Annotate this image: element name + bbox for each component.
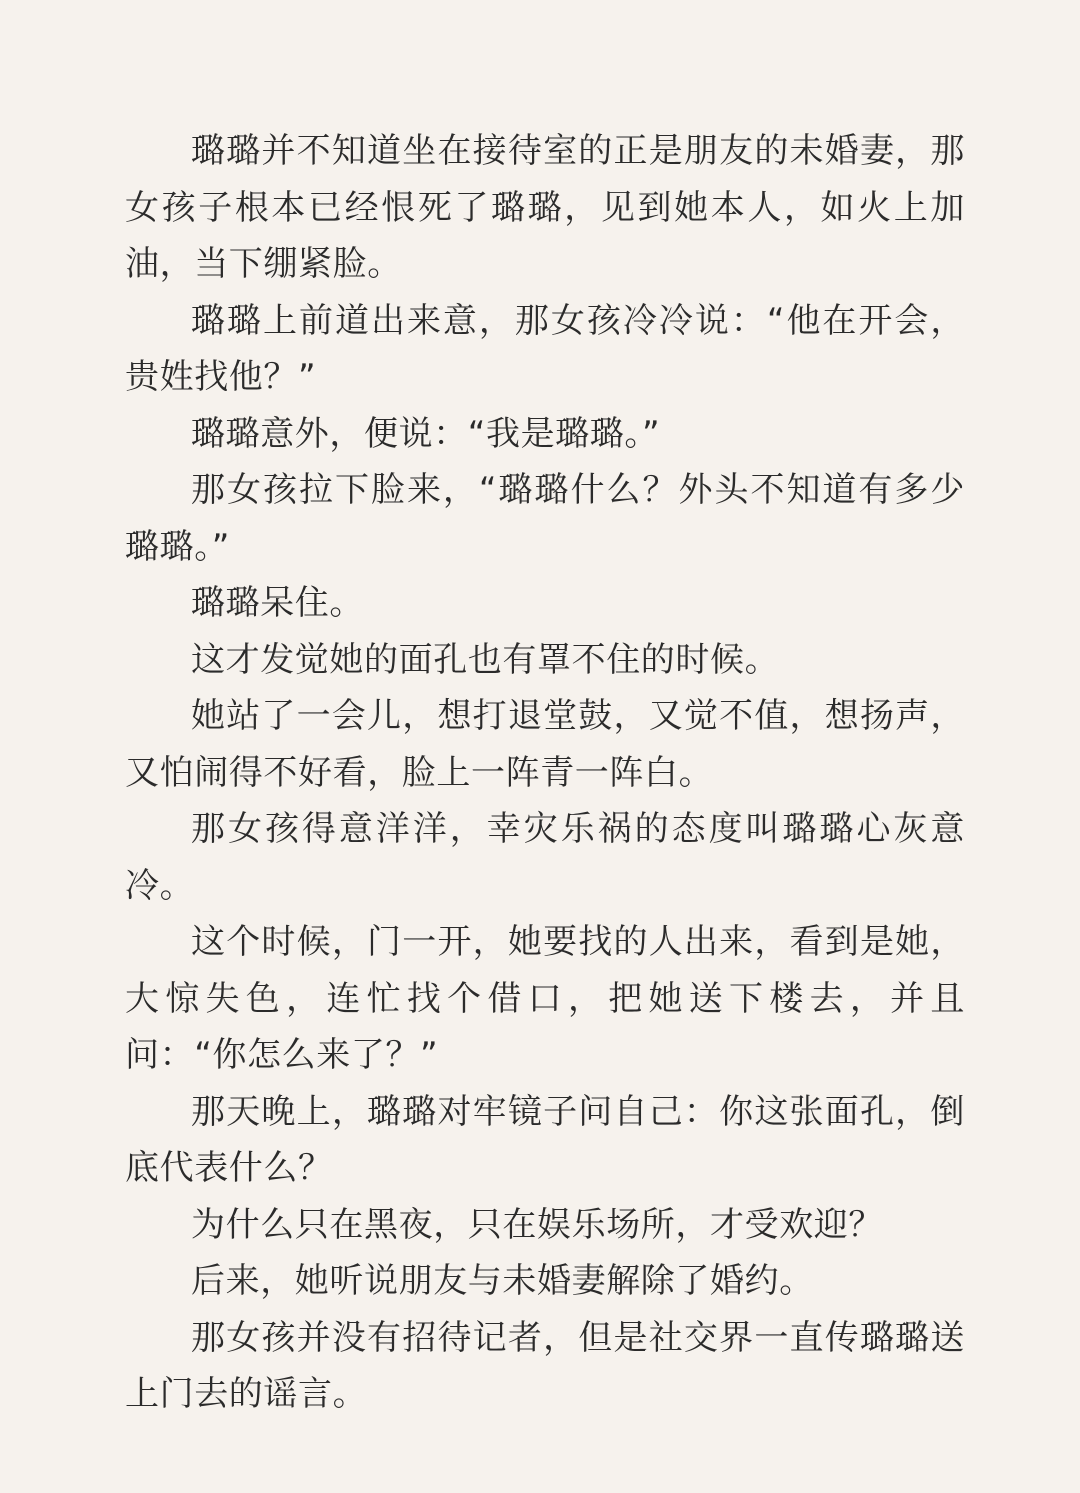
paragraph: 她站了一会儿，想打退堂鼓，又觉不值，想扬声，又怕闹得不好看，脸上一阵青一阵白。 xyxy=(125,696,965,793)
paragraph: 后来，她听说朋友与未婚妻解除了婚约。 xyxy=(191,1261,814,1301)
paragraph: 那天晚上，璐璐对牢镜子问自己：你这张面孔，倒底代表什么？ xyxy=(125,1091,965,1188)
paragraph: 璐璐意外，便说：“我是璐璐。” xyxy=(191,413,661,454)
paragraph: 璐璐并不知道坐在接待室的正是朋友的未婚妻，那女孩子根本已经恨死了璐璐，见到她本人，如火上加油，当下绷紧脸。 xyxy=(125,131,965,284)
paragraph: 为什么只在黑夜，只在娱乐场所，才受欢迎？ xyxy=(191,1204,883,1245)
paragraph: 那女孩拉下脸来，“璐璐什么？外头不知道有多少璐璐。” xyxy=(125,470,965,567)
article-body xyxy=(125,123,965,1423)
paragraph: 璐璐呆住。 xyxy=(191,583,364,623)
paragraph: 那女孩得意洋洋，幸灾乐祸的态度叫璐璐心灰意冷。 xyxy=(125,809,965,906)
paragraph: 璐璐上前道出来意，那女孩冷冷说：“他在开会，贵姓找他？” xyxy=(125,300,965,397)
paragraph: 这才发觉她的面孔也有罩不住的时候。 xyxy=(191,639,780,680)
paragraph: 那女孩并没有招待记者，但是社交界一直传璐璐送上门去的谣言。 xyxy=(125,1317,965,1414)
paragraph: 这个时候，门一开，她要找的人出来，看到是她，大惊失色，连忙找个借口，把她送下楼去，并且问：“你怎么来了？” xyxy=(125,922,965,1075)
